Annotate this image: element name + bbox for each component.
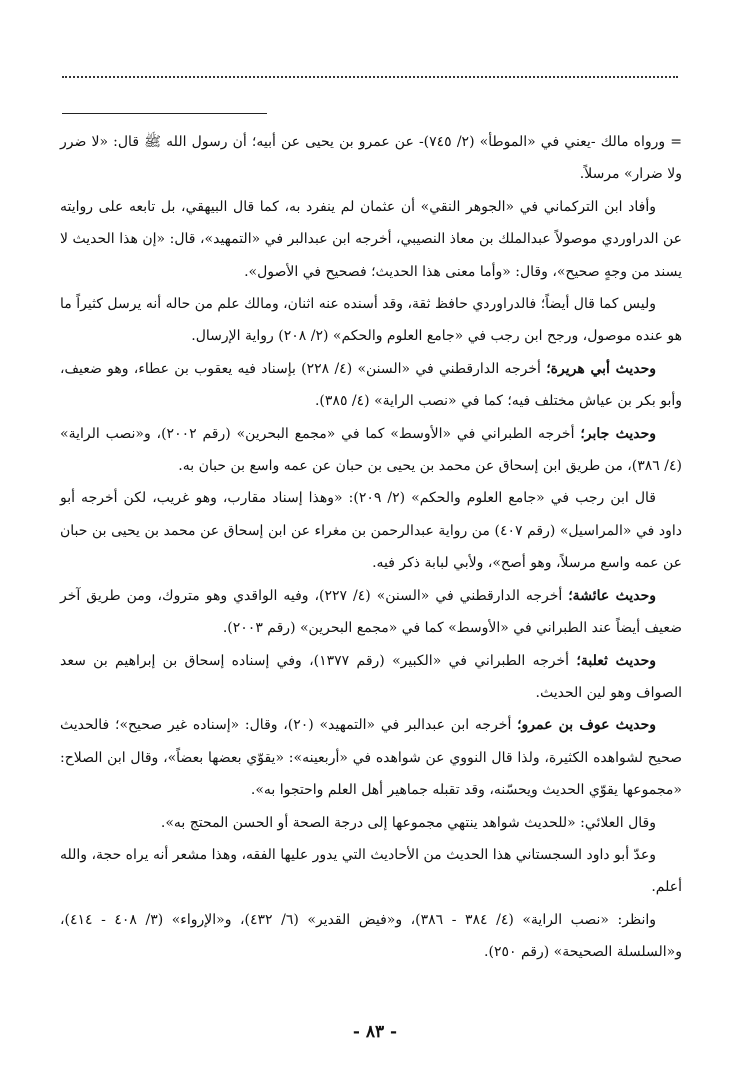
paragraph	[60, 839, 682, 904]
paragraph-text: وانظر: «نصب الراية» (٤/ ٣٨٤ - ٣٨٦)، و«فيض القدير» (٦/ ٤٣٢)، و«الإرواء» (٣/ ٤٠٨ - ٤١٤)، و«السلسلة الصحيحة» (رقم ٢٥٠).	[60, 911, 682, 961]
hadith-heading: وحديث جابر؛	[580, 425, 656, 442]
paragraph-text: = ورواه مالك -يعني في «الموطأ» (٢/ ٧٤٥)- عن عمرو بن يحيى عن أبيه؛ أن رسول الله ﷺ قال: «لا ضرر ولا ضرار» مرسلاً.	[60, 134, 682, 183]
paragraph	[60, 645, 682, 710]
paragraph-text: قال ابن رجب في «جامع العلوم والحكم» (٢/ ٢٠٩): «وهذا إسناد مقارب، وهو غريب، لكن أخرجه أبو داود في «المراسيل» (رقم ٤٠٧) من رواية عبدالرحمن بن مغراء عن ابن إسحاق عن محمد بن يحيى بن حبان عن عمه واسع مرسلاً، وهو أصح»، ولأبي لبابة ذكر فيه.	[60, 490, 682, 572]
paragraph	[60, 418, 682, 483]
paragraph	[60, 353, 682, 418]
paragraph-text: أخرجه الدارقطني في «السنن» (٤/ ٢٢٧)، وفيه الواقدي وهو متروك، ومن طريق آخر ضعيف أيضاً عند الطبراني في «الأوسط» كما في «مجمع البحرين» (رقم ٢٠٠٣).	[60, 587, 682, 637]
paragraph-text: أخرجه ابن عبدالبر في «التمهيد» (٢٠)، وقال: «إسناده غير صحيح»؛ فالحديث صحيح لشواهده الكثيرة، ولذا قال النووي عن شواهده في «أربعينه»: «يقوّي بعضها بعضاً»، وقال ابن الصلاح: «مجموعها يقوّي الحديث ويحسّنه، وقد تقبله جماهير أهل العلم واحتجوا به».	[60, 717, 682, 799]
paragraph-text: أخرجه الطبراني في «الكبير» (رقم ١٣٧٧)، وفي إسناده إسحاق بن إبراهيم بن سعد الصواف وهو لين الحديث.	[60, 652, 682, 701]
paragraph-text: وأفاد ابن التركماني في «الجوهر النقي» أن عثمان لم ينفرد به، كما قال البيهقي، بل تابعه على روايته عن الدراوردي موصولاً عبدالملك بن معاذ النصيبي، أخرجه ابن عبدالبر في «التمهيد»، قال: «إن هذا الحديث لا يسند من وجهٍ صحيح»، وقال: «وأما معنى هذا الحديث؛ فصحيح في الأصول».	[60, 198, 682, 280]
paragraph-text: وقال العلائي: «للحديث شواهد ينتهي مجموعها إلى درجة الصحة أو الحسن المحتج به».	[160, 814, 656, 831]
paragraph	[60, 482, 682, 579]
paragraph	[60, 904, 682, 969]
paragraph-text: وليس كما قال أيضاً؛ فالدراوردي حافظ ثقة، وقد أسنده عنه اثنان، ومالك علم من حاله أنه يرسل كثيراً ما هو عنده موصول، ورجح ابن رجب في «جامع العلوم والحكم» (٢/ ٢٠٨) رواية الإرسال.	[60, 296, 682, 345]
footnote-text	[60, 126, 682, 969]
footnote-rule	[62, 113, 267, 114]
paragraph-text: وعدّ أبو داود السجستاني هذا الحديث من الأحاديث التي يدور عليها الفقه، وهذا مشعر أنه يراه حجة، والله أعلم.	[60, 846, 682, 896]
paragraph	[60, 126, 682, 191]
paragraph	[60, 191, 682, 288]
page-number: - ٨٣ -	[352, 1022, 398, 1042]
paragraph	[60, 580, 682, 645]
hadith-heading: وحديث عائشة؛	[568, 587, 656, 604]
paragraph-text: أخرجه الطبراني في «الأوسط» كما في «مجمع البحرين» (رقم ٢٠٠٢)، و«نصب الراية» (٤/ ٣٨٦)، من طريق ابن إسحاق عن محمد بن يحيى بن حبان عن عمه واسع بن حبان به.	[60, 425, 682, 475]
paragraph-text: أخرجه الدارقطني في «السنن» (٤/ ٢٢٨) بإسناد فيه يعقوب بن عطاء، وهو ضعيف، وأبو بكر بن عياش مختلف فيه؛ كما في «نصب الراية» (٤/ ٣٨٥).	[60, 360, 682, 410]
hadith-heading: وحديث أبي هريرة؛	[546, 360, 657, 377]
hadith-heading: وحديث عوف بن عمرو؛	[517, 717, 656, 734]
hadith-heading: وحديث ثعلبة؛	[576, 652, 657, 669]
paragraph	[60, 709, 682, 806]
paragraph	[60, 807, 682, 839]
paragraph	[60, 288, 682, 353]
dotted-separator	[62, 76, 678, 78]
